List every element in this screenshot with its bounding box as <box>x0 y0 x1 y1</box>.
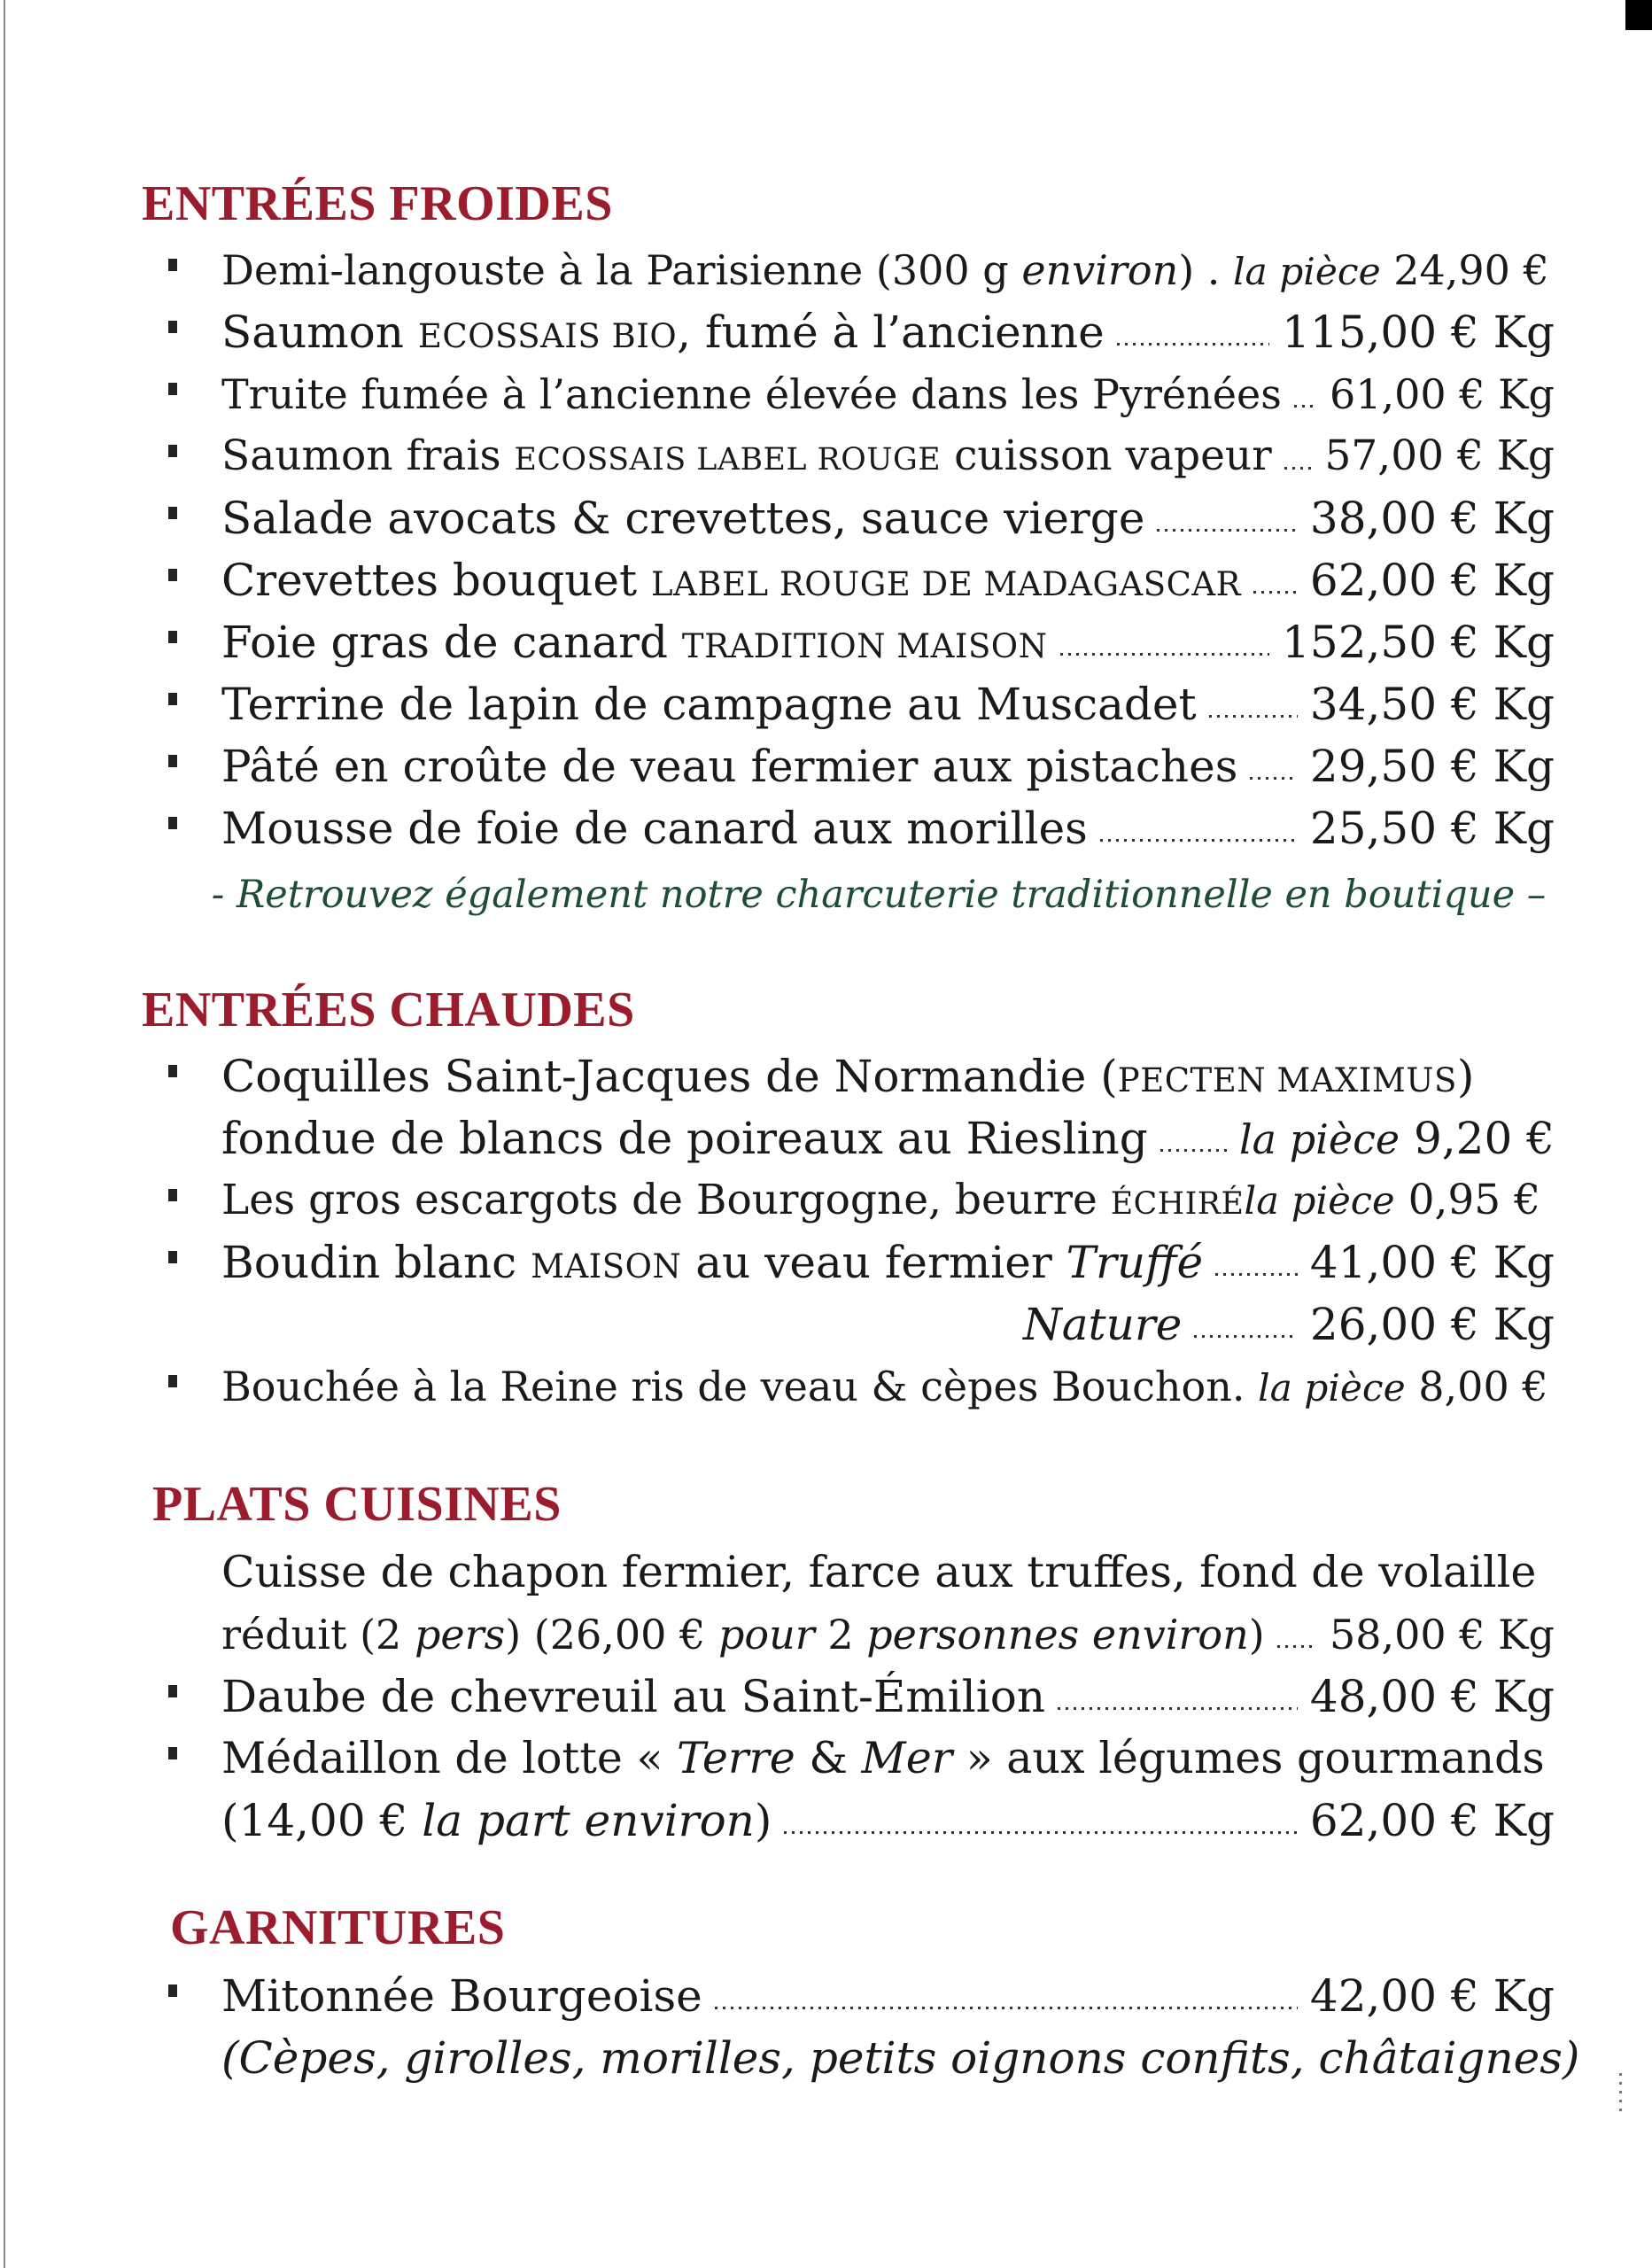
item-text: cuisson vapeur <box>941 431 1272 480</box>
item-text: Les gros escargots de Bourgogne, beurre <box>221 1176 1111 1224</box>
item-text-italic: personnes environ <box>866 1611 1249 1658</box>
item-price: 24,90 € <box>1380 246 1549 294</box>
leader-dots <box>1294 405 1317 408</box>
menu-item <box>221 1355 1555 1418</box>
leader-dots <box>1060 653 1270 656</box>
bullet <box>168 817 177 829</box>
item-text: Crevettes bouquet <box>221 555 652 606</box>
menu-item <box>221 1965 1555 2027</box>
item-price: 58,00 € Kg <box>1329 1611 1555 1658</box>
item-text: Mitonnée Bourgeoise <box>221 1970 702 2022</box>
item-text-smallcaps: TRADITION MAISON <box>681 627 1048 665</box>
item-text: ) <box>754 1795 772 1846</box>
scan-side-dots <box>1619 2073 1622 2117</box>
leader-dots <box>1160 1149 1227 1152</box>
item-text: Saumon <box>221 307 418 358</box>
item-price: 62,00 € Kg <box>1309 555 1555 606</box>
item-text: Cuisse de chapon fermier, farce aux truffes, fond de volaille <box>221 1547 1537 1597</box>
item-text: Médaillon de lotte « <box>221 1733 678 1783</box>
bullet <box>168 445 177 457</box>
item-text-smallcaps: MAISON <box>531 1247 682 1285</box>
menu-item <box>221 735 1555 797</box>
section-note: (Cèpes, girolles, morilles, petits oignons confits, châtaignes) <box>221 2032 1580 2084</box>
bullet <box>168 1065 177 1077</box>
item-price: 34,50 € Kg <box>1309 679 1555 730</box>
bullet <box>168 693 177 705</box>
bullet <box>168 383 177 395</box>
leader-dots <box>1284 467 1313 470</box>
item-price: 25,50 € Kg <box>1309 803 1555 854</box>
item-text: Boudin blanc <box>221 1237 531 1288</box>
leader-dots <box>715 2007 1298 2009</box>
leader-dots <box>1253 591 1298 594</box>
menu-item <box>221 1728 1555 1790</box>
item-text-italic: Terre <box>677 1733 795 1783</box>
bullet <box>168 631 177 643</box>
item-price: 41,00 € Kg <box>1309 1237 1555 1288</box>
bullet <box>168 569 177 581</box>
item-text: Foie gras de canard <box>221 617 682 668</box>
item-unit: la pièce <box>1238 1115 1400 1163</box>
item-text: (14,00 € <box>221 1795 423 1846</box>
item-unit: la pièce <box>1244 1179 1395 1223</box>
menu-item <box>221 1231 1555 1293</box>
menu-item <box>221 239 1555 301</box>
leader-dots <box>1117 343 1269 346</box>
item-price: 61,00 € Kg <box>1329 370 1555 418</box>
menu-item <box>221 1045 1555 1107</box>
item-text: ) <box>1456 1051 1475 1102</box>
item-text: Saumon frais <box>221 431 515 480</box>
bullet <box>168 755 177 767</box>
item-price: 57,00 € Kg <box>1324 431 1555 480</box>
item-text: Demi-langouste à la Parisienne (300 g <box>221 246 1022 294</box>
item-text: Truite fumée à l’ancienne élevée dans les Pyrénées <box>221 370 1282 418</box>
bullet <box>168 1189 177 1201</box>
leader-dots <box>1194 1335 1298 1338</box>
item-price: 48,00 € Kg <box>1309 1671 1555 1722</box>
bullet <box>168 1251 177 1263</box>
item-text: Coquilles Saint-Jacques de Normandie ( <box>221 1051 1118 1102</box>
leader-dots <box>1209 715 1298 718</box>
section-note: - Retrouvez également notre charcuterie traditionnelle en boutique – <box>211 873 1547 917</box>
section-title: ENTRÉES FROIDES <box>142 176 613 231</box>
bullet <box>168 259 177 271</box>
scan-edge-line <box>4 0 5 2268</box>
menu-item-continuation <box>221 1790 1555 1852</box>
menu-item <box>221 673 1555 735</box>
leader-dots <box>1215 1273 1298 1276</box>
item-text-italic: Mer <box>861 1733 953 1783</box>
item-price: 42,00 € Kg <box>1309 1970 1555 2022</box>
scan-corner-mark <box>1625 0 1652 30</box>
leader-dots <box>1058 1707 1298 1710</box>
item-price: 152,50 € Kg <box>1282 617 1555 668</box>
section-title: PLATS CUISINES <box>152 1477 562 1532</box>
bullet <box>168 507 177 519</box>
menu-item <box>221 487 1555 549</box>
item-text-smallcaps: LABEL ROUGE DE MADAGASCAR <box>651 565 1241 603</box>
item-text: Daube de chevreuil au Saint-Émilion <box>221 1671 1046 1722</box>
item-text: » aux légumes gourmands <box>952 1733 1545 1783</box>
item-text: Mousse de foie de canard aux morilles <box>221 803 1088 854</box>
leader-dots <box>784 1831 1297 1834</box>
item-text: réduit (2 <box>221 1611 415 1658</box>
bullet <box>168 1984 177 1997</box>
item-price: 0,95 € <box>1394 1176 1541 1224</box>
item-text-smallcaps: PECTEN MAXIMUS <box>1117 1061 1457 1099</box>
section-title: GARNITURES <box>170 1900 506 1955</box>
item-text-smallcaps: ÉCHIRÉ <box>1110 1186 1245 1222</box>
item-text: Pâté en croûte de veau fermier aux pistaches <box>221 741 1238 792</box>
bullet <box>168 1375 177 1387</box>
item-text: fondue de blancs de poireaux au Riesling <box>221 1113 1148 1164</box>
item-text: Bouchée à la Reine ris de veau & cèpes Bouchon. <box>221 1363 1259 1410</box>
leader-dots <box>1100 839 1298 842</box>
leader-dots <box>1157 529 1297 532</box>
item-text: Salade avocats & crevettes, sauce vierge <box>221 493 1145 544</box>
menu-item-continuation <box>221 1107 1555 1169</box>
menu-item <box>221 611 1555 673</box>
item-text-italic: la part environ <box>422 1795 755 1846</box>
item-price: 38,00 € Kg <box>1309 493 1555 544</box>
item-text-smallcaps: ECOSSAIS LABEL ROUGE <box>514 442 942 478</box>
bullet <box>168 1747 177 1759</box>
item-text: ) (26,00 € <box>505 1611 718 1658</box>
menu-item-variant <box>1023 1293 1555 1355</box>
menu-item <box>221 549 1555 611</box>
item-text: ) <box>1248 1611 1265 1658</box>
item-text-italic: Truffé <box>1066 1237 1204 1288</box>
item-text-italic: environ <box>1021 246 1179 294</box>
item-price: 9,20 € <box>1400 1113 1555 1164</box>
item-text: , fumé à l’ancienne <box>677 307 1105 358</box>
menu-item <box>221 363 1555 425</box>
menu-item <box>221 301 1555 363</box>
item-text-smallcaps: ECOSSAIS BIO <box>417 317 678 355</box>
item-text-italic: pour <box>717 1611 815 1658</box>
menu-item <box>221 1666 1555 1728</box>
item-text: 2 <box>814 1611 867 1658</box>
bullet <box>168 1685 177 1697</box>
menu-item <box>221 425 1555 487</box>
leader-dots <box>1277 1645 1317 1648</box>
section-title: ENTRÉES CHAUDES <box>142 983 635 1037</box>
item-price: 8,00 € <box>1405 1363 1548 1410</box>
leader-dots <box>1250 777 1298 780</box>
menu-item <box>221 1169 1555 1231</box>
item-text: Terrine de lapin de campagne au Muscadet <box>221 679 1197 730</box>
menu-item <box>221 797 1555 859</box>
item-text-italic: pers <box>414 1611 506 1658</box>
bullet <box>168 321 177 333</box>
item-text: ) . <box>1178 246 1234 294</box>
item-price: 62,00 € Kg <box>1309 1795 1555 1846</box>
item-price: 26,00 € Kg <box>1309 1299 1555 1350</box>
item-unit: la pièce <box>1258 1366 1406 1410</box>
item-price: 115,00 € Kg <box>1282 307 1555 358</box>
item-price: 29,50 € Kg <box>1309 741 1555 792</box>
item-unit: la pièce <box>1233 250 1381 293</box>
menu-item <box>221 1542 1555 1604</box>
item-text: au veau fermier <box>681 1237 1066 1288</box>
item-text: & <box>795 1733 862 1783</box>
menu-item-continuation <box>221 1604 1555 1666</box>
item-text-italic: Nature <box>1023 1299 1183 1350</box>
